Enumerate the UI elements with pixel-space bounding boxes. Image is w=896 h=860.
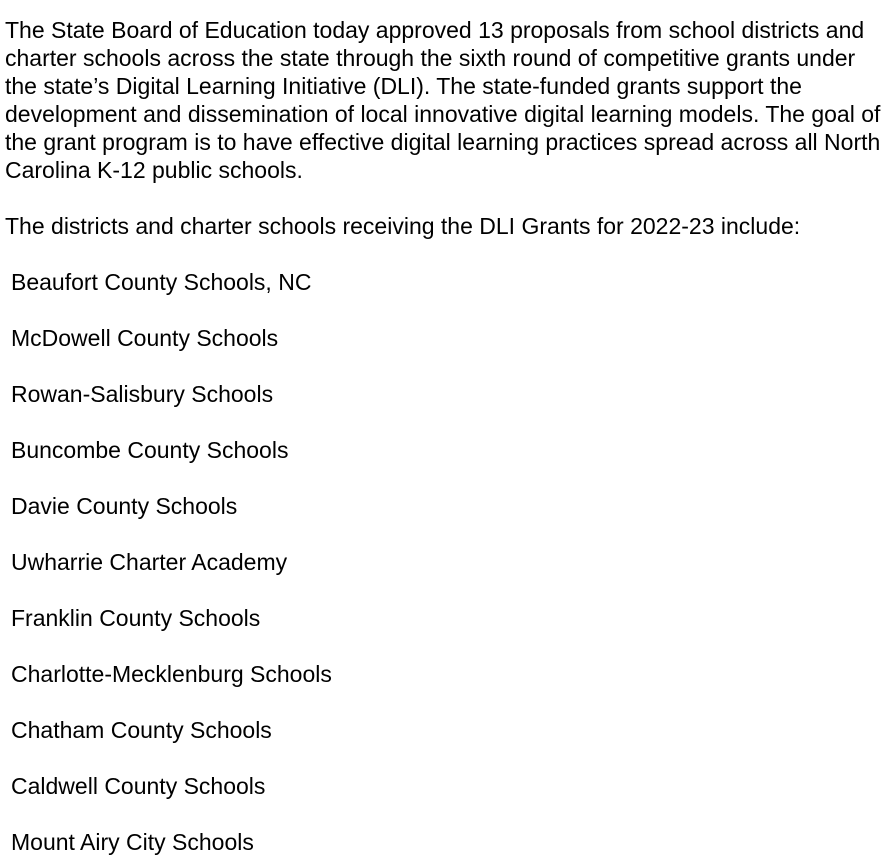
school-list-item: McDowell County Schools <box>11 325 279 351</box>
school-list-item: Uwharrie Charter Academy <box>11 549 288 575</box>
school-list-item: Charlotte-Mecklenburg Schools <box>11 661 332 687</box>
school-list-item: Rowan-Salisbury Schools <box>11 381 274 407</box>
school-list-item: Franklin County Schools <box>11 605 261 631</box>
school-list-item: Beaufort County Schools, NC <box>11 269 312 295</box>
grant-recipients-lead: The districts and charter schools receiving the DLI Grants for 2022-23 include: <box>5 213 801 239</box>
school-list <box>5 268 896 856</box>
school-list-item: Davie County Schools <box>11 493 238 519</box>
intro-paragraph: The State Board of Education today approved 13 proposals from school districts and charter schools across the state through the sixth round of competitive grants under the state’s Digital Learning Initiative (DLI). The state-funded grants support the development and dissemination of local innovative digital learning models. The goal of the grant program is to have effective digital learning practices spread across all North Carolina K-12 public schools. <box>5 17 881 183</box>
school-list-item: Chatham County Schools <box>11 717 272 743</box>
school-list-item: Caldwell County Schools <box>11 773 266 799</box>
school-list-item: Buncombe County Schools <box>11 437 289 463</box>
school-list-item: Mount Airy City Schools <box>11 829 254 855</box>
